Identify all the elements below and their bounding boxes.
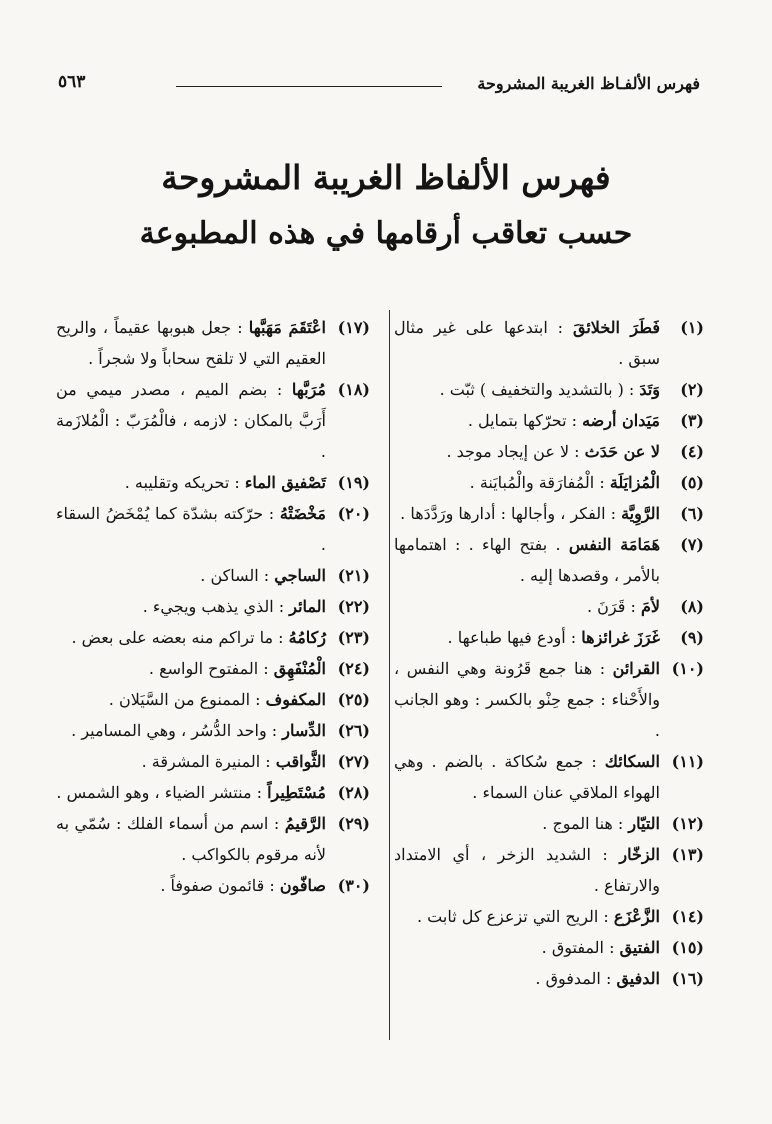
entry-term: اعْتَقَمَ مَهَبَّها <box>248 318 326 337</box>
entry-number: (٣٠) <box>337 876 370 895</box>
glossary-entry <box>56 684 370 715</box>
page-number: ٥٦٣ <box>58 72 86 92</box>
entry-term: القرائن <box>612 659 660 678</box>
entry-number: (٧) <box>680 535 704 554</box>
entry-number: (١٥) <box>671 938 704 957</box>
entry-definition: : الممنوع من السَّيَلان . <box>108 690 261 709</box>
entry-number: (٦) <box>680 504 704 523</box>
entry-number: (٢٨) <box>337 783 370 802</box>
glossary-entry <box>394 498 704 529</box>
entry-definition: : حرّكته بشدّة كما يُمْخَضُ السقاء . <box>56 504 326 554</box>
entry-term: مُسْتَطِيراً <box>267 783 326 802</box>
glossary-entry <box>56 467 370 498</box>
running-header <box>58 70 700 100</box>
glossary-entry <box>394 467 704 498</box>
entry-term: مُرَبَّها <box>291 380 326 399</box>
entry-definition: : تحرّكها بتمايل . <box>467 411 577 430</box>
glossary-entry <box>56 374 370 467</box>
entry-number: (٢٥) <box>337 690 370 709</box>
entry-term: الزخّار <box>619 845 660 864</box>
entry-number: (١٤) <box>671 907 704 926</box>
entry-number: (٢) <box>680 380 704 399</box>
entry-term: وَتَدَ <box>639 380 660 399</box>
entry-definition: : اسم من أسماء الفلك : سُمّي به لأنه مرقوم بالكواكب . <box>56 814 326 864</box>
glossary-entry <box>394 901 704 932</box>
glossary-entry <box>56 591 370 622</box>
entry-term: فَطَرَ الخلائقَ <box>573 318 660 337</box>
entry-definition: : الريح التي تزعزع كل ثابت . <box>416 907 609 926</box>
entry-definition: : الْمُفارَقة والْمُبايَنة . <box>469 473 605 492</box>
entry-term: الدِّسار <box>282 721 326 740</box>
title-block <box>0 150 772 262</box>
entry-number: (٣) <box>680 411 704 430</box>
glossary-entry <box>56 746 370 777</box>
entry-definition: : هنا جمع قَرُونة وهي النفس ، والأَحْناء : جمع حِنْو بالكسر : وهو الجانب . <box>394 659 660 740</box>
glossary-entry <box>56 622 370 653</box>
entry-term: مَيَدان أرضه <box>582 411 660 430</box>
entry-number: (١٨) <box>337 380 370 399</box>
entry-term: مَخْضَتْهُ <box>279 504 326 523</box>
entry-number: (٥) <box>680 473 704 492</box>
column-divider <box>389 310 390 1040</box>
entry-number: (١٠) <box>671 659 704 678</box>
entry-definition: . بفتح الهاء . : اهتمامها بالأمر ، وقصدها إليه . <box>394 535 660 585</box>
glossary-entry <box>56 777 370 808</box>
glossary-entry <box>394 436 704 467</box>
entry-definition: : قَرَنَ . <box>587 597 636 616</box>
entry-number: (١١) <box>671 752 704 771</box>
entry-number: (٢٧) <box>337 752 370 771</box>
entry-term: الْمُنْفَهِق <box>273 659 326 678</box>
glossary-entry <box>394 963 704 994</box>
entry-term: الْمُزايَلَة <box>609 473 660 492</box>
entry-number: (٢١) <box>337 566 370 585</box>
entry-number: (١٣) <box>671 845 704 864</box>
glossary-entry <box>394 529 704 591</box>
entry-term: هَمَامَة النفس <box>568 535 660 554</box>
glossary-entry <box>394 808 704 839</box>
entry-definition: : ما تراكم منه بعضه على بعض . <box>71 628 284 647</box>
entry-definition: : أودع فيها طباعها . <box>447 628 577 647</box>
entry-term: رُكامُهُ <box>288 628 326 647</box>
entry-term: السكائك <box>604 752 660 771</box>
entry-definition: : تحريكه وتقليبه . <box>124 473 240 492</box>
entry-term: المائر <box>289 597 326 616</box>
page-subtitle: حسب تعاقب أرقامها في هذه المطبوعة <box>139 216 633 251</box>
entry-term: الزَّعْزَع <box>613 907 660 926</box>
entry-term: لأمَ <box>640 597 660 616</box>
entry-term: الدفيق <box>616 969 660 988</box>
entry-term: التيّار <box>628 814 660 833</box>
entry-term: الثَّواقب <box>275 752 326 771</box>
entry-definition: : الساكن . <box>200 566 270 585</box>
entry-definition: : المفتوق . <box>541 938 615 957</box>
glossary-entry <box>56 560 370 591</box>
entry-definition: : الفكر ، وأجالها : أدارها ورَدَّدَها . <box>400 504 616 523</box>
glossary-entry <box>394 622 704 653</box>
entry-definition: : المنيرة المشرقة . <box>141 752 271 771</box>
right-column <box>394 312 704 994</box>
entry-number: (٢٤) <box>337 659 370 678</box>
entry-number: (٤) <box>680 442 704 461</box>
glossary-entry <box>394 374 704 405</box>
entry-number: (١٢) <box>671 814 704 833</box>
entry-number: (٢٦) <box>337 721 370 740</box>
entry-term: الرَّقيمُ <box>284 814 326 833</box>
glossary-entry <box>56 808 370 870</box>
entry-number: (١٧) <box>337 318 370 337</box>
glossary-entry <box>56 312 370 374</box>
glossary-entry <box>394 591 704 622</box>
entry-number: (١٩) <box>337 473 370 492</box>
entry-number: (٢٠) <box>337 504 370 523</box>
entry-term: تَصْفيق الماء <box>244 473 326 492</box>
entry-term: الفتيق <box>619 938 660 957</box>
entry-definition: : منتشر الضياء ، وهو الشمس . <box>56 783 262 802</box>
entry-definition: : ابتدعها على غير مثال سبق . <box>394 318 660 368</box>
glossary-entry <box>394 932 704 963</box>
entry-definition: : المدفوق . <box>535 969 612 988</box>
entry-number: (١) <box>680 318 704 337</box>
entry-definition: : لا عن إيجاد موجد . <box>446 442 580 461</box>
glossary-entry <box>56 870 370 901</box>
glossary-entry <box>394 312 704 374</box>
entry-term: الرَّوِيَّة <box>621 504 660 523</box>
entry-definition: : جعل هبوبها عقيماً ، والريح العقيم التي لا تلقح سحاباً ولا شجراً . <box>56 318 326 368</box>
entry-number: (٢٣) <box>337 628 370 647</box>
entry-term: لا عن حَدَث <box>584 442 660 461</box>
glossary-entry <box>394 839 704 901</box>
entry-definition: : بضم الميم ، مصدر ميمي من أَرَبَّ بالمكان : لازمه ، فالْمُرَبّ : الْمُلازَمة . <box>56 380 326 461</box>
entry-definition: : هنا الموج . <box>542 814 624 833</box>
header-rule <box>176 86 442 87</box>
entry-term: الساجي <box>274 566 326 585</box>
entry-number: (١٦) <box>671 969 704 988</box>
glossary-entry <box>56 653 370 684</box>
entry-term: المكفوف <box>265 690 326 709</box>
glossary-entry <box>56 498 370 560</box>
entry-definition: : الشديد الزخر ، أي الامتداد والارتفاع . <box>394 845 660 895</box>
glossary-entry <box>394 746 704 808</box>
entry-number: (٨) <box>680 597 704 616</box>
entry-definition: : ( بالتشديد والتخفيف ) ثبّت . <box>439 380 635 399</box>
page-title: فهرس الألفاظ الغريبة المشروحة <box>161 158 611 197</box>
entry-number: (٢٢) <box>337 597 370 616</box>
entry-number: (٢٩) <box>337 814 370 833</box>
glossary-entry <box>394 405 704 436</box>
running-title: فهرس الألفـاظ الغريبة المشروحة <box>477 74 700 93</box>
glossary-entry <box>394 653 704 746</box>
entry-definition: : الذي يذهب ويجيء . <box>142 597 285 616</box>
entry-definition: : جمع سُكاكة . بالضم . وهي الهواء الملاقي عنان السماء . <box>394 752 660 802</box>
entry-term: صافّون <box>279 876 326 895</box>
left-column <box>56 312 370 901</box>
entry-number: (٩) <box>680 628 704 647</box>
entry-definition: : قائمون صفوفاً . <box>160 876 275 895</box>
entry-term: غَرَزَ غرائزها <box>581 628 660 647</box>
entry-definition: : واحد الدُّسُر ، وهي المسامير . <box>71 721 278 740</box>
entry-definition: : المفتوح الواسع . <box>148 659 269 678</box>
glossary-entry <box>56 715 370 746</box>
